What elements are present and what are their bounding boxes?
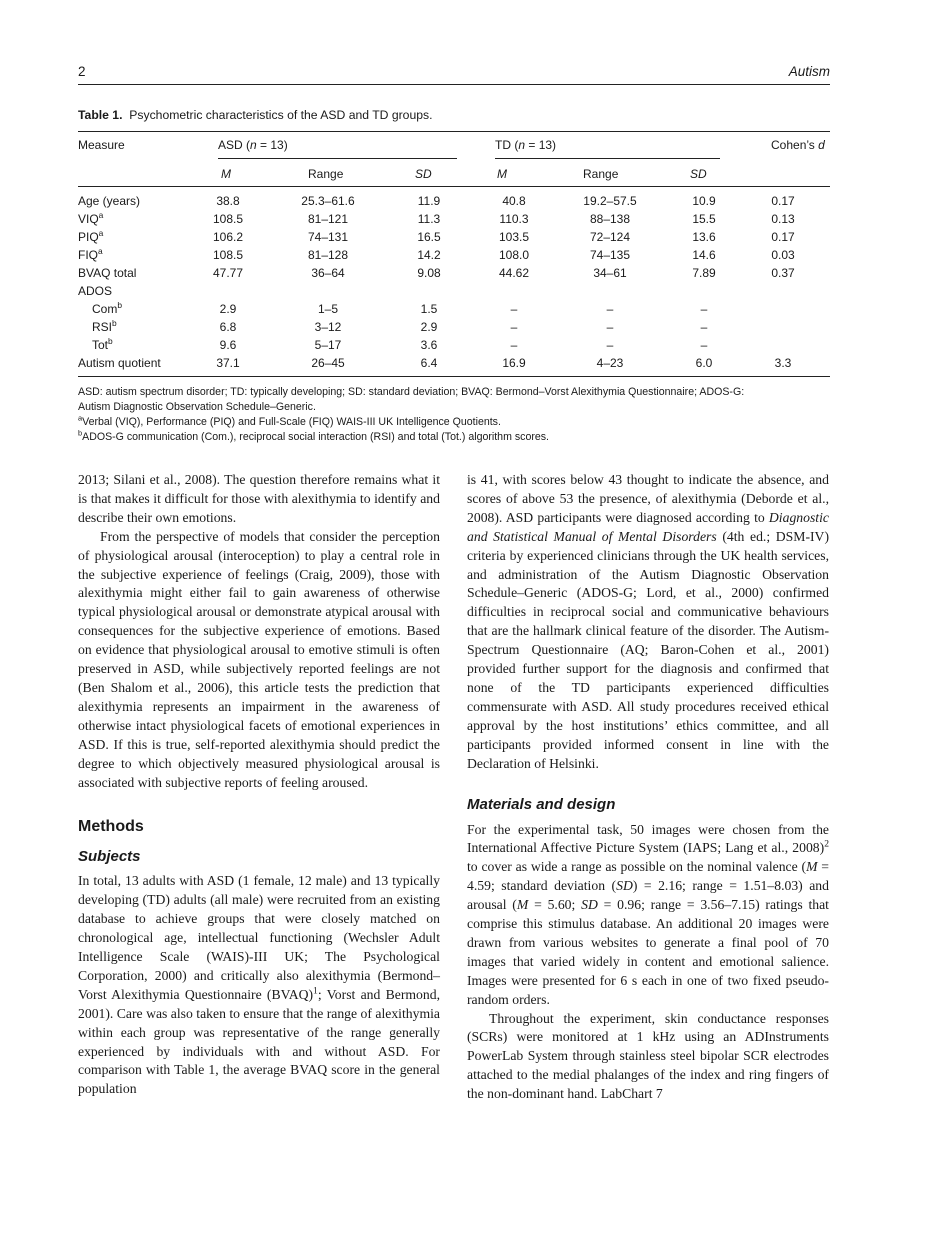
cell-measure (78, 194, 140, 208)
measure-label: BVAQ total (78, 266, 137, 280)
cell-td-range: – (606, 338, 614, 352)
measure-footnote-marker: b (117, 300, 123, 310)
cell-asd-m: 47.77 (212, 266, 244, 280)
cell-measure (78, 230, 103, 244)
sub-td-range: Range (583, 167, 619, 181)
cell-measure (92, 302, 122, 316)
cell-measure (78, 284, 112, 298)
cell-asd-m: 106.2 (212, 230, 244, 244)
journal-name: Autism (788, 64, 830, 79)
cell-measure (92, 338, 113, 352)
right-column (467, 471, 829, 1104)
cell-asd-range: 36–64 (311, 266, 345, 280)
cell-asd-m: 2.9 (219, 302, 237, 316)
cell-td-range: 19.2–57.5 (583, 194, 637, 208)
cell-td-range: – (606, 320, 614, 334)
header-td: TD (n = 13) (495, 138, 557, 152)
cell-asd-sd: 14.2 (417, 248, 441, 262)
sub-asd-sd: SD (415, 167, 432, 181)
cell-asd-sd: 1.5 (420, 302, 438, 316)
sub-asd-range: Range (308, 167, 344, 181)
cell-cohens-d: 0.37 (771, 266, 795, 280)
cell-measure (78, 212, 103, 226)
cell-td-sd: – (700, 320, 708, 334)
measure-label: Autism quotient (78, 356, 161, 370)
cell-asd-sd: 11.3 (417, 212, 441, 226)
table-bottom-rule (78, 376, 830, 377)
cell-asd-sd: 9.08 (417, 266, 441, 280)
cell-td-m: 40.8 (502, 194, 526, 208)
cell-td-sd: 15.5 (692, 212, 716, 226)
cell-asd-sd: 3.6 (420, 338, 438, 352)
cell-td-sd: 13.6 (692, 230, 716, 244)
cell-asd-sd: 2.9 (420, 320, 438, 334)
sub-td-sd: SD (690, 167, 707, 181)
measure-footnote-marker: b (112, 318, 117, 328)
cell-measure (78, 356, 161, 370)
note-a: $^a$Verbal (VIQ), Performance (PIQ) and Full-Scale (FIQ) WAIS-III UK Intelligence Quotients. (78, 413, 501, 428)
cell-td-m: 44.62 (498, 266, 530, 280)
cell-td-sd: – (700, 302, 708, 316)
measure-footnote-marker: a (98, 210, 104, 220)
cell-td-m: – (510, 338, 518, 352)
cell-td-range: 34–61 (593, 266, 627, 280)
cell-td-sd: 6.0 (695, 356, 713, 370)
cell-td-m: 108.0 (498, 248, 530, 262)
heading-methods: Methods (78, 818, 144, 836)
cell-cohens-d: 0.03 (771, 248, 795, 262)
left-column (78, 471, 440, 1099)
table-caption (78, 108, 433, 122)
header-measure: Measure (78, 138, 125, 152)
cell-asd-sd: 11.9 (417, 194, 441, 208)
cell-td-range: 74–135 (589, 248, 631, 262)
cell-td-range: 88–138 (589, 212, 631, 226)
right-paragraph-3: Throughout the experiment, skin conductance responses (SCRs) were monitored at 1 kHz using an ADInstruments PowerLab System through stainless steel bipolar SCR electrodes attached to the medial phalanges of the index and ring fingers of the non-dominant hand. LabChart 7 (467, 1010, 829, 1102)
table-caption-label: Table 1. (78, 108, 123, 122)
sub-asd-m: M (221, 167, 231, 181)
note-b: $^b$ADOS-G communication (Com.), reciprocal social interaction (RSI) and total (Tot.) algorithm scores. (78, 428, 549, 443)
heading-subjects: Subjects (78, 848, 141, 866)
cell-asd-m: 37.1 (216, 356, 240, 370)
cell-td-sd: – (700, 338, 708, 352)
table-caption-text: Psychometric characteristics of the ASD and TD groups. (129, 108, 433, 122)
header-cohens-d: Cohen’s d (771, 138, 825, 152)
left-paragraph-1: 2013; Silani et al., 2008). The question therefore remains what it is that makes it difficult for those with alexithymia to identify and describe their own emotions. (78, 472, 440, 525)
cell-asd-range: 81–128 (307, 248, 349, 262)
table-top-rule (78, 131, 830, 132)
cell-measure (92, 320, 117, 334)
cell-asd-m: 38.8 (216, 194, 240, 208)
note-abbreviations-line-1: ASD: autism spectrum disorder; TD: typically developing; SD: standard deviation; BVAQ: Bermond–Vorst Alexithymia Questionnaire; ADOS-G: (78, 386, 745, 398)
cell-asd-m: 9.6 (219, 338, 237, 352)
cell-measure (78, 266, 136, 280)
cell-cohens-d: 3.3 (774, 356, 792, 370)
cell-td-m: – (510, 320, 518, 334)
cell-asd-range: 25.3–61.6 (301, 194, 355, 208)
cell-cohens-d: 0.17 (771, 230, 795, 244)
header-asd: ASD (n = 13) (218, 138, 288, 152)
measure-footnote-marker: a (98, 228, 104, 238)
cell-asd-m: 108.5 (212, 212, 244, 226)
cell-td-range: 72–124 (589, 230, 631, 244)
asd-group-rule (218, 158, 457, 159)
td-group-rule (495, 158, 720, 159)
measure-label: FIQ (78, 248, 98, 262)
sub-td-m: M (497, 167, 507, 181)
measure-label: VIQ (78, 212, 99, 226)
cell-asd-range: 26–45 (311, 356, 345, 370)
measure-footnote-marker: b (108, 336, 113, 346)
cell-td-m: – (510, 302, 518, 316)
table-notes (78, 385, 830, 445)
page-number: 2 (78, 64, 86, 79)
cell-cohens-d: 0.17 (771, 194, 795, 208)
table-header-rule (78, 186, 830, 187)
cell-td-range: 4–23 (596, 356, 624, 370)
running-header (78, 62, 830, 85)
left-paragraph-2: From the perspective of models that consider the perception of physiological arousal (interoception) to play a central role in the subjective experience of feelings (Craig, 2009), those with alexithymia might either fail to gain awareness of otherwise typical physiological arousal or demonstrate atypical arousal with consequences for the subjective experience of emotions. Based on evidence that physiological arousal to emotive stimuli is often preserved in ASD, while subjectively reported feelings are not (Ben Shalom et al., 2006), this article tests the prediction that alexithymia represents an impairment in the awareness of otherwise intact physiological facets of emotional experiences in ASD. If this is true, self-reported alexithymia should predict the degree to which objectively measured physiological arousal is associated with subjective reports of feeling aroused. (78, 528, 440, 790)
measure-label: Age (years) (78, 194, 141, 208)
cell-asd-sd: 16.5 (417, 230, 441, 244)
cell-asd-range: 81–121 (307, 212, 349, 226)
measure-label: ADOS (78, 284, 113, 298)
cell-measure (78, 248, 103, 262)
cell-asd-range: 1–5 (317, 302, 339, 316)
cell-asd-range: 74–131 (307, 230, 349, 244)
cell-td-m: 110.3 (499, 212, 529, 226)
right-paragraph-2: For the experimental task, 50 images were chosen from the International Affective Picture System (IAPS; Lang et al., 2008)$^2$ to cover as wide a range as possible on the nominal valence (M = 4.59; standard deviation (SD) = 2.16; range = 1.51–8.03) and arousal (M = 5.60; SD = 0.96; range = 3.56–7.15) ratings that comprise this stimulus database. An additional 20 images were drawn from various websites to generate a final pool of 70 images that varied widely in content and emotional salience. Images were presented for 6 s each in one of two fixed pseudo-random orders. (467, 821, 829, 1007)
measure-footnote-marker: a (98, 246, 103, 256)
cell-asd-sd: 6.4 (420, 356, 438, 370)
cell-asd-m: 108.5 (212, 248, 244, 262)
measure-label: Com (92, 302, 118, 316)
measure-label: Tot (92, 338, 109, 352)
cell-cohens-d: 0.13 (771, 212, 795, 226)
cell-asd-m: 6.8 (219, 320, 237, 334)
cell-td-m: 16.9 (502, 356, 526, 370)
cell-td-sd: 10.9 (692, 194, 716, 208)
cell-td-range: – (606, 302, 614, 316)
cell-asd-range: 5–17 (314, 338, 342, 352)
cell-asd-range: 3–12 (314, 320, 342, 334)
measure-label: RSI (92, 320, 113, 334)
measure-label: PIQ (78, 230, 99, 244)
cell-td-m: 103.5 (498, 230, 530, 244)
note-abbreviations-line-2: Autism Diagnostic Observation Schedule–Generic. (78, 401, 316, 413)
heading-materials-and-design: Materials and design (467, 795, 616, 813)
cell-td-sd: 7.89 (692, 266, 716, 280)
cell-td-sd: 14.6 (692, 248, 716, 262)
right-paragraph-1: is 41, with scores below 43 thought to indicate the absence, and scores of above 53 the presence, of alexithymia (Deborde et al., 2008). ASD participants were diagnosed according to Diagnostic and Statistical Manual of Mental Disorders (4th ed.; DSM-IV) criteria by experienced clinicians through the UK health services, and administration of the Autism Diagnostic Observation Schedule–Generic (ADOS-G; Lord, et al., 2000) confirmed difficulties in reciprocal social and communicative behaviours that are the hallmark clinical feature of the disorder. The Autism-Spectrum Questionnaire (AQ; Baron-Cohen et al., 2001) provided further support for the diagnosis and confirmed that none of the TD participants experienced difficulties commensurate with ASD. All study procedures received ethical approval by the host institutions’ ethics committee, and all participants provided informed consent in line with the Declaration of Helsinki. (467, 472, 829, 771)
left-paragraph-3: In total, 13 adults with ASD (1 female, 12 male) and 13 typically developing (TD) adults (all male) were recruited from an existing database to achieve groups that were closely matched on chronological age, intellectual functioning (Wechsler Adult Intelligence Scale (WAIS)-III UK; The Psychological Corporation, 2000) and critically also alexithymia (Bermond–Vorst Alexithymia Questionnaire (BVAQ)$^1$; Vorst and Bermond, 2001). Care was also taken to ensure that the range of alexithymia within each group was representative of the range generally experienced by individuals with and without ASD. For comparison with Table 1, the average BVAQ score in the general population (78, 873, 440, 1097)
